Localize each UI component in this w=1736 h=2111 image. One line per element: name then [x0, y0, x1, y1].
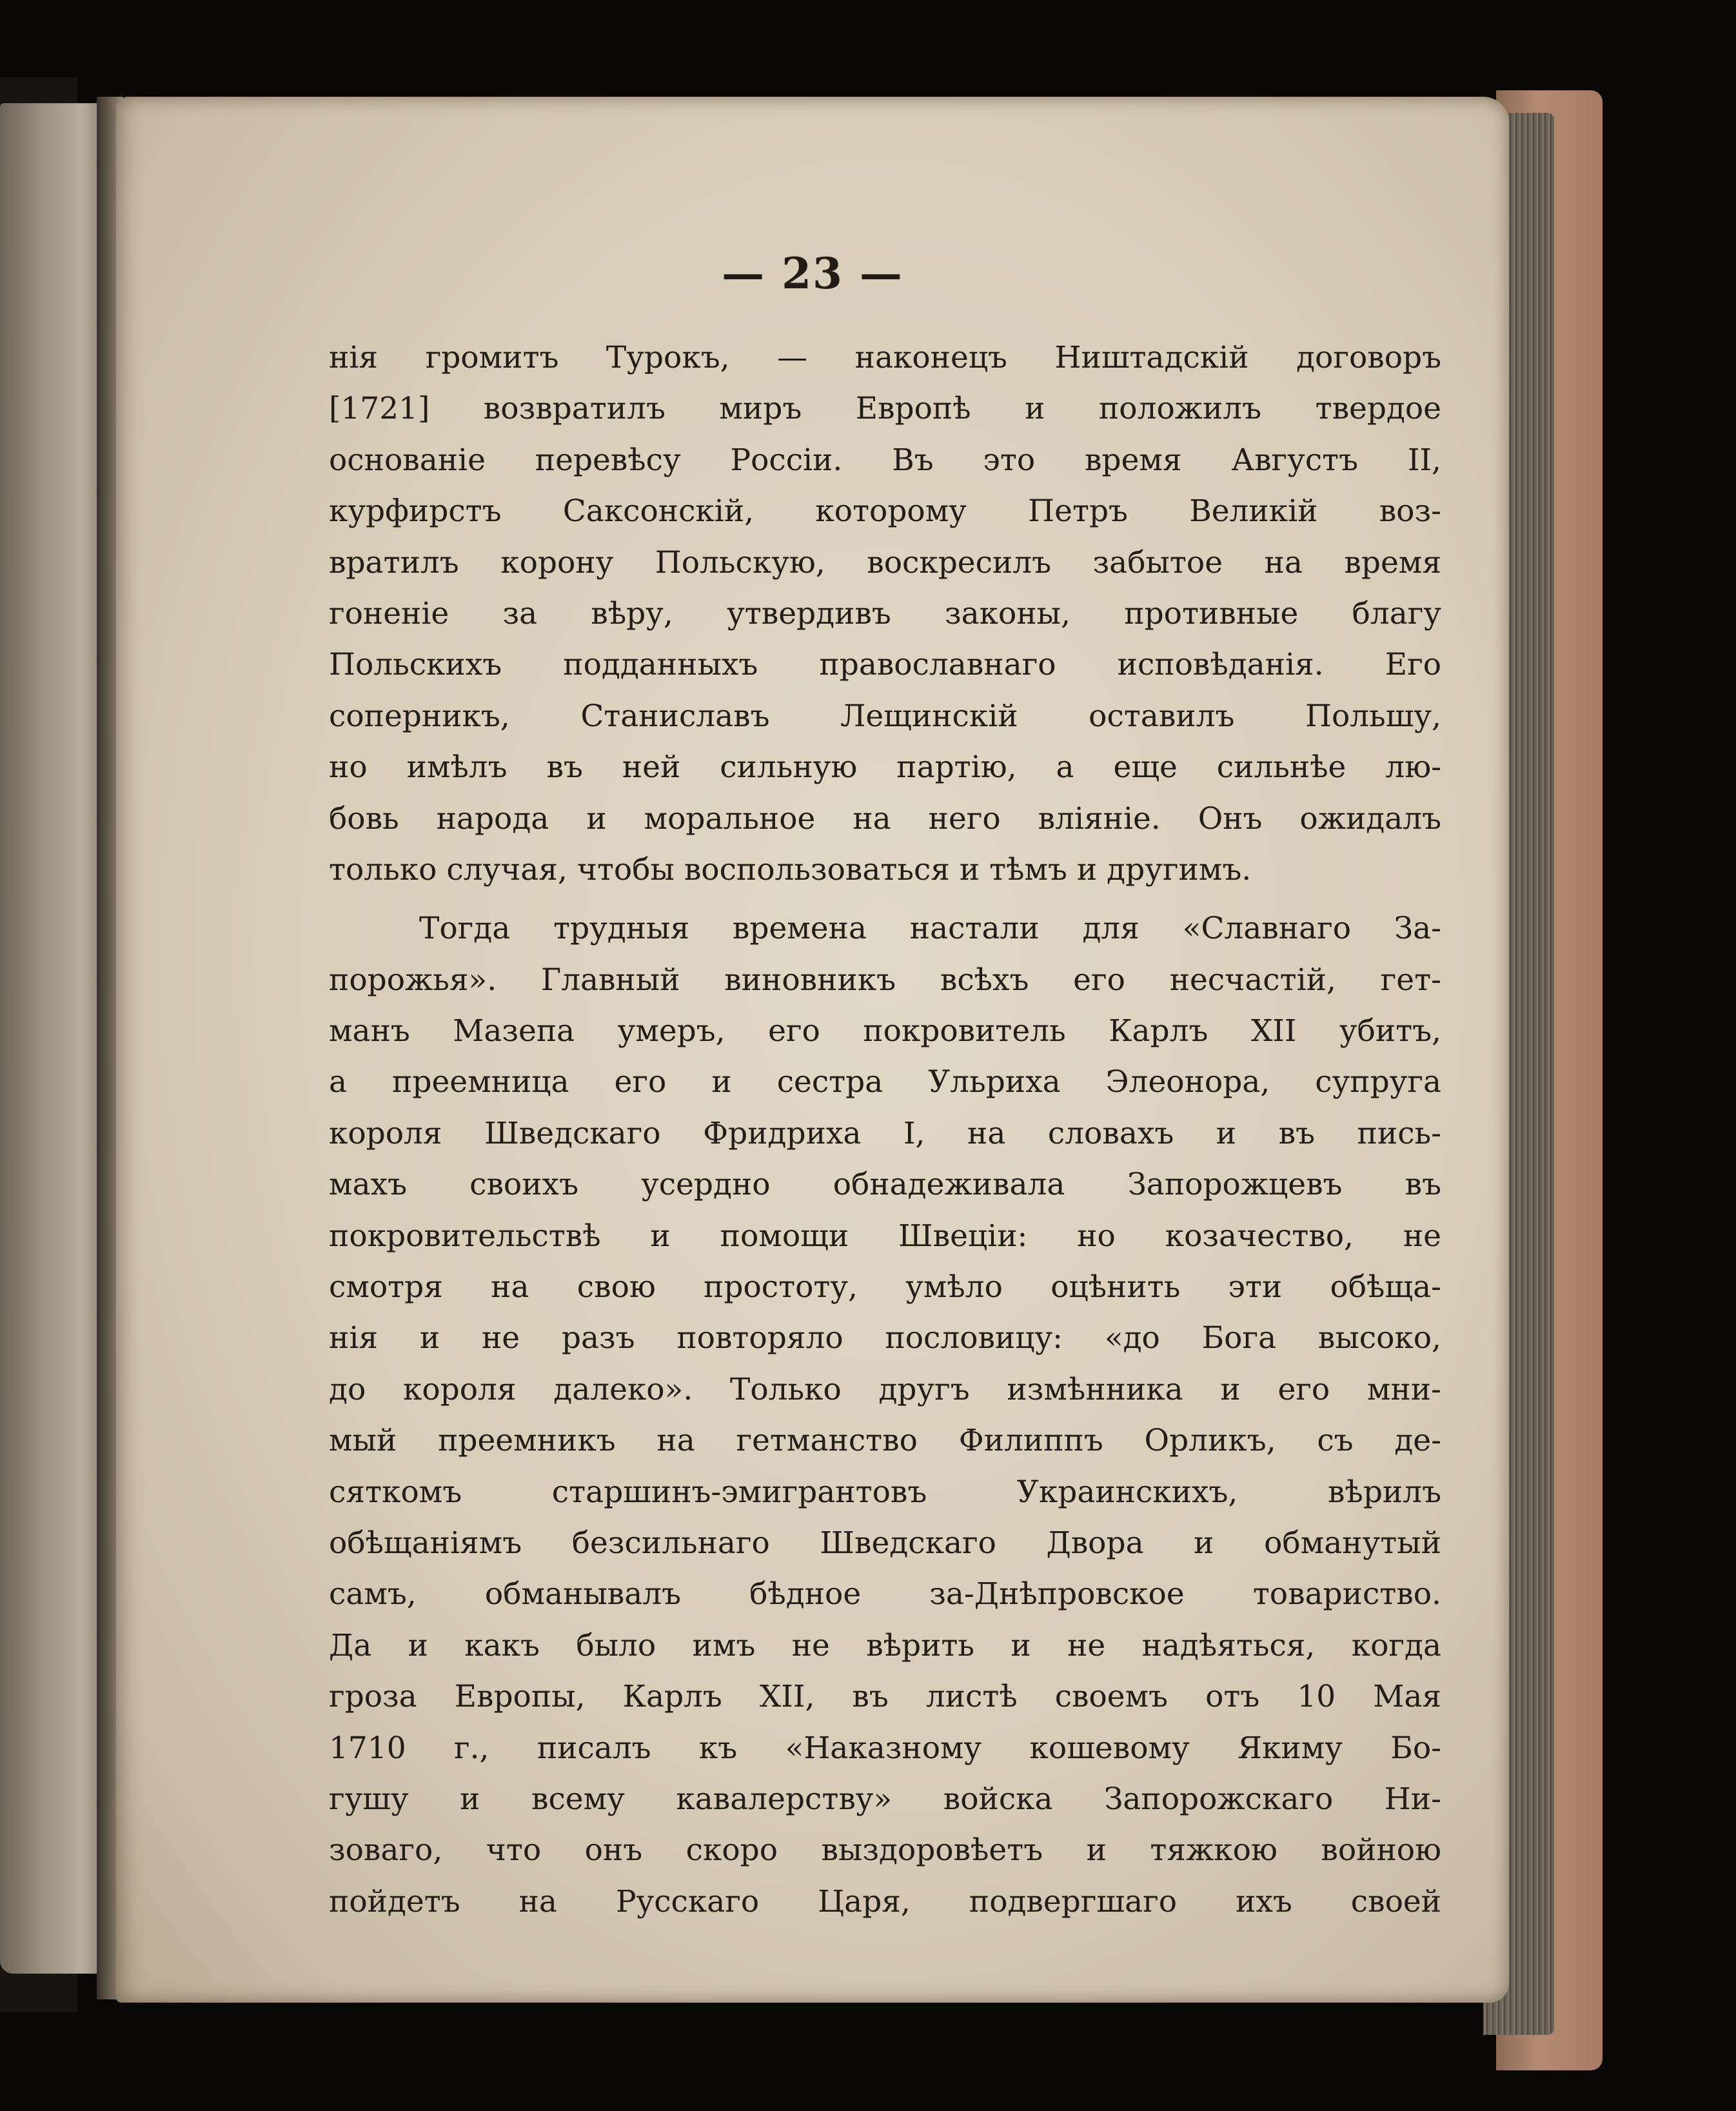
text-line: самъ, обманывалъ бѣдное за-Днѣпровское товариство. — [329, 1576, 1441, 1612]
text-line: [1721] возвратилъ миръ Европѣ и положилъ твердое — [329, 391, 1441, 427]
text-line: но имѣлъ въ ней сильную партію, а еще сильнѣе лю- — [329, 749, 1441, 786]
text-line: сяткомъ старшинъ-эмигрантовъ Украинскихъ, вѣрилъ — [329, 1474, 1441, 1510]
text-line: а преемница его и сестра Ульриха Элеонора, супруга — [329, 1064, 1441, 1100]
page-text — [329, 332, 1441, 1927]
text-line: гоненіе за вѣру, утвердивъ законы, противные благу — [329, 595, 1441, 631]
text-line: смотря на свою простоту, умѣло оцѣнить эти обѣща- — [329, 1269, 1441, 1305]
text-line: Тогда трудныя времена настали для «Славнаго За- — [419, 911, 1441, 947]
text-line: бовь народа и моральное на него вліяніе. Онъ ожидалъ — [329, 800, 1441, 837]
text-line: обѣщаніямъ безсильнаго Шведскаго Двора и обманутый — [329, 1525, 1441, 1561]
text-line: 1710 г., писалъ къ «Наказному кошевому Якиму Бо- — [329, 1730, 1441, 1766]
text-line: гушу и всему кавалерству» войска Запорожскаго Ни- — [329, 1781, 1441, 1817]
text-line: Да и какъ было имъ не вѣрить и не надѣяться, когда — [329, 1627, 1441, 1663]
text-line: порожья». Главный виновникъ всѣхъ его несчастій, гет- — [329, 962, 1441, 998]
text-line: манъ Мазепа умеръ, его покровитель Карлъ XII убитъ, — [329, 1013, 1441, 1049]
text-line: короля Шведскаго Фридриха I, на словахъ и въ пись- — [329, 1115, 1441, 1151]
text-line: покровительствѣ и помощи Швеціи: но козачество, не — [329, 1218, 1441, 1254]
text-line: курфирстъ Саксонскій, которому Петръ Великій воз- — [329, 493, 1441, 530]
text-line: вратилъ корону Польскую, воскресилъ забытое на время — [329, 544, 1441, 580]
text-line: махъ своихъ усердно обнадеживала Запорожцевъ въ — [329, 1167, 1441, 1203]
book-page — [116, 97, 1509, 2003]
text-line: пойдетъ на Русскаго Царя, подвергшаго ихъ своей — [329, 1883, 1441, 1919]
text-line: гроза Европы, Карлъ XII, въ листѣ своемъ отъ 10 Мая — [329, 1679, 1441, 1715]
text-line: нія и не разъ повторяло пословицу: «до Бога высоко, — [329, 1320, 1441, 1356]
text-line: только случая, чтобы воспользоваться и тѣмъ и другимъ. — [329, 851, 1252, 887]
page-number: — 23 — — [722, 248, 903, 299]
paragraph-gap — [329, 895, 1441, 903]
text-line: Польскихъ подданныхъ православнаго исповѣданія. Его — [329, 647, 1441, 683]
left-page-edge — [0, 103, 103, 1974]
text-line: зоваго, что онъ скоро выздоровѣетъ и тяжкою войною — [329, 1832, 1441, 1868]
text-line: нія громитъ Турокъ, — наконецъ Ништадскій договоръ — [329, 340, 1441, 375]
text-line: соперникъ, Станиславъ Лещинскій оставилъ Польшу, — [329, 698, 1441, 734]
text-line: мый преемникъ на гетманство Филиппъ Орликъ, съ де- — [329, 1423, 1441, 1459]
text-line: основаніе перевѣсу Россіи. Въ это время Августъ II, — [329, 442, 1441, 478]
text-line: до короля далеко». Только другъ измѣнника и его мни- — [329, 1371, 1441, 1407]
